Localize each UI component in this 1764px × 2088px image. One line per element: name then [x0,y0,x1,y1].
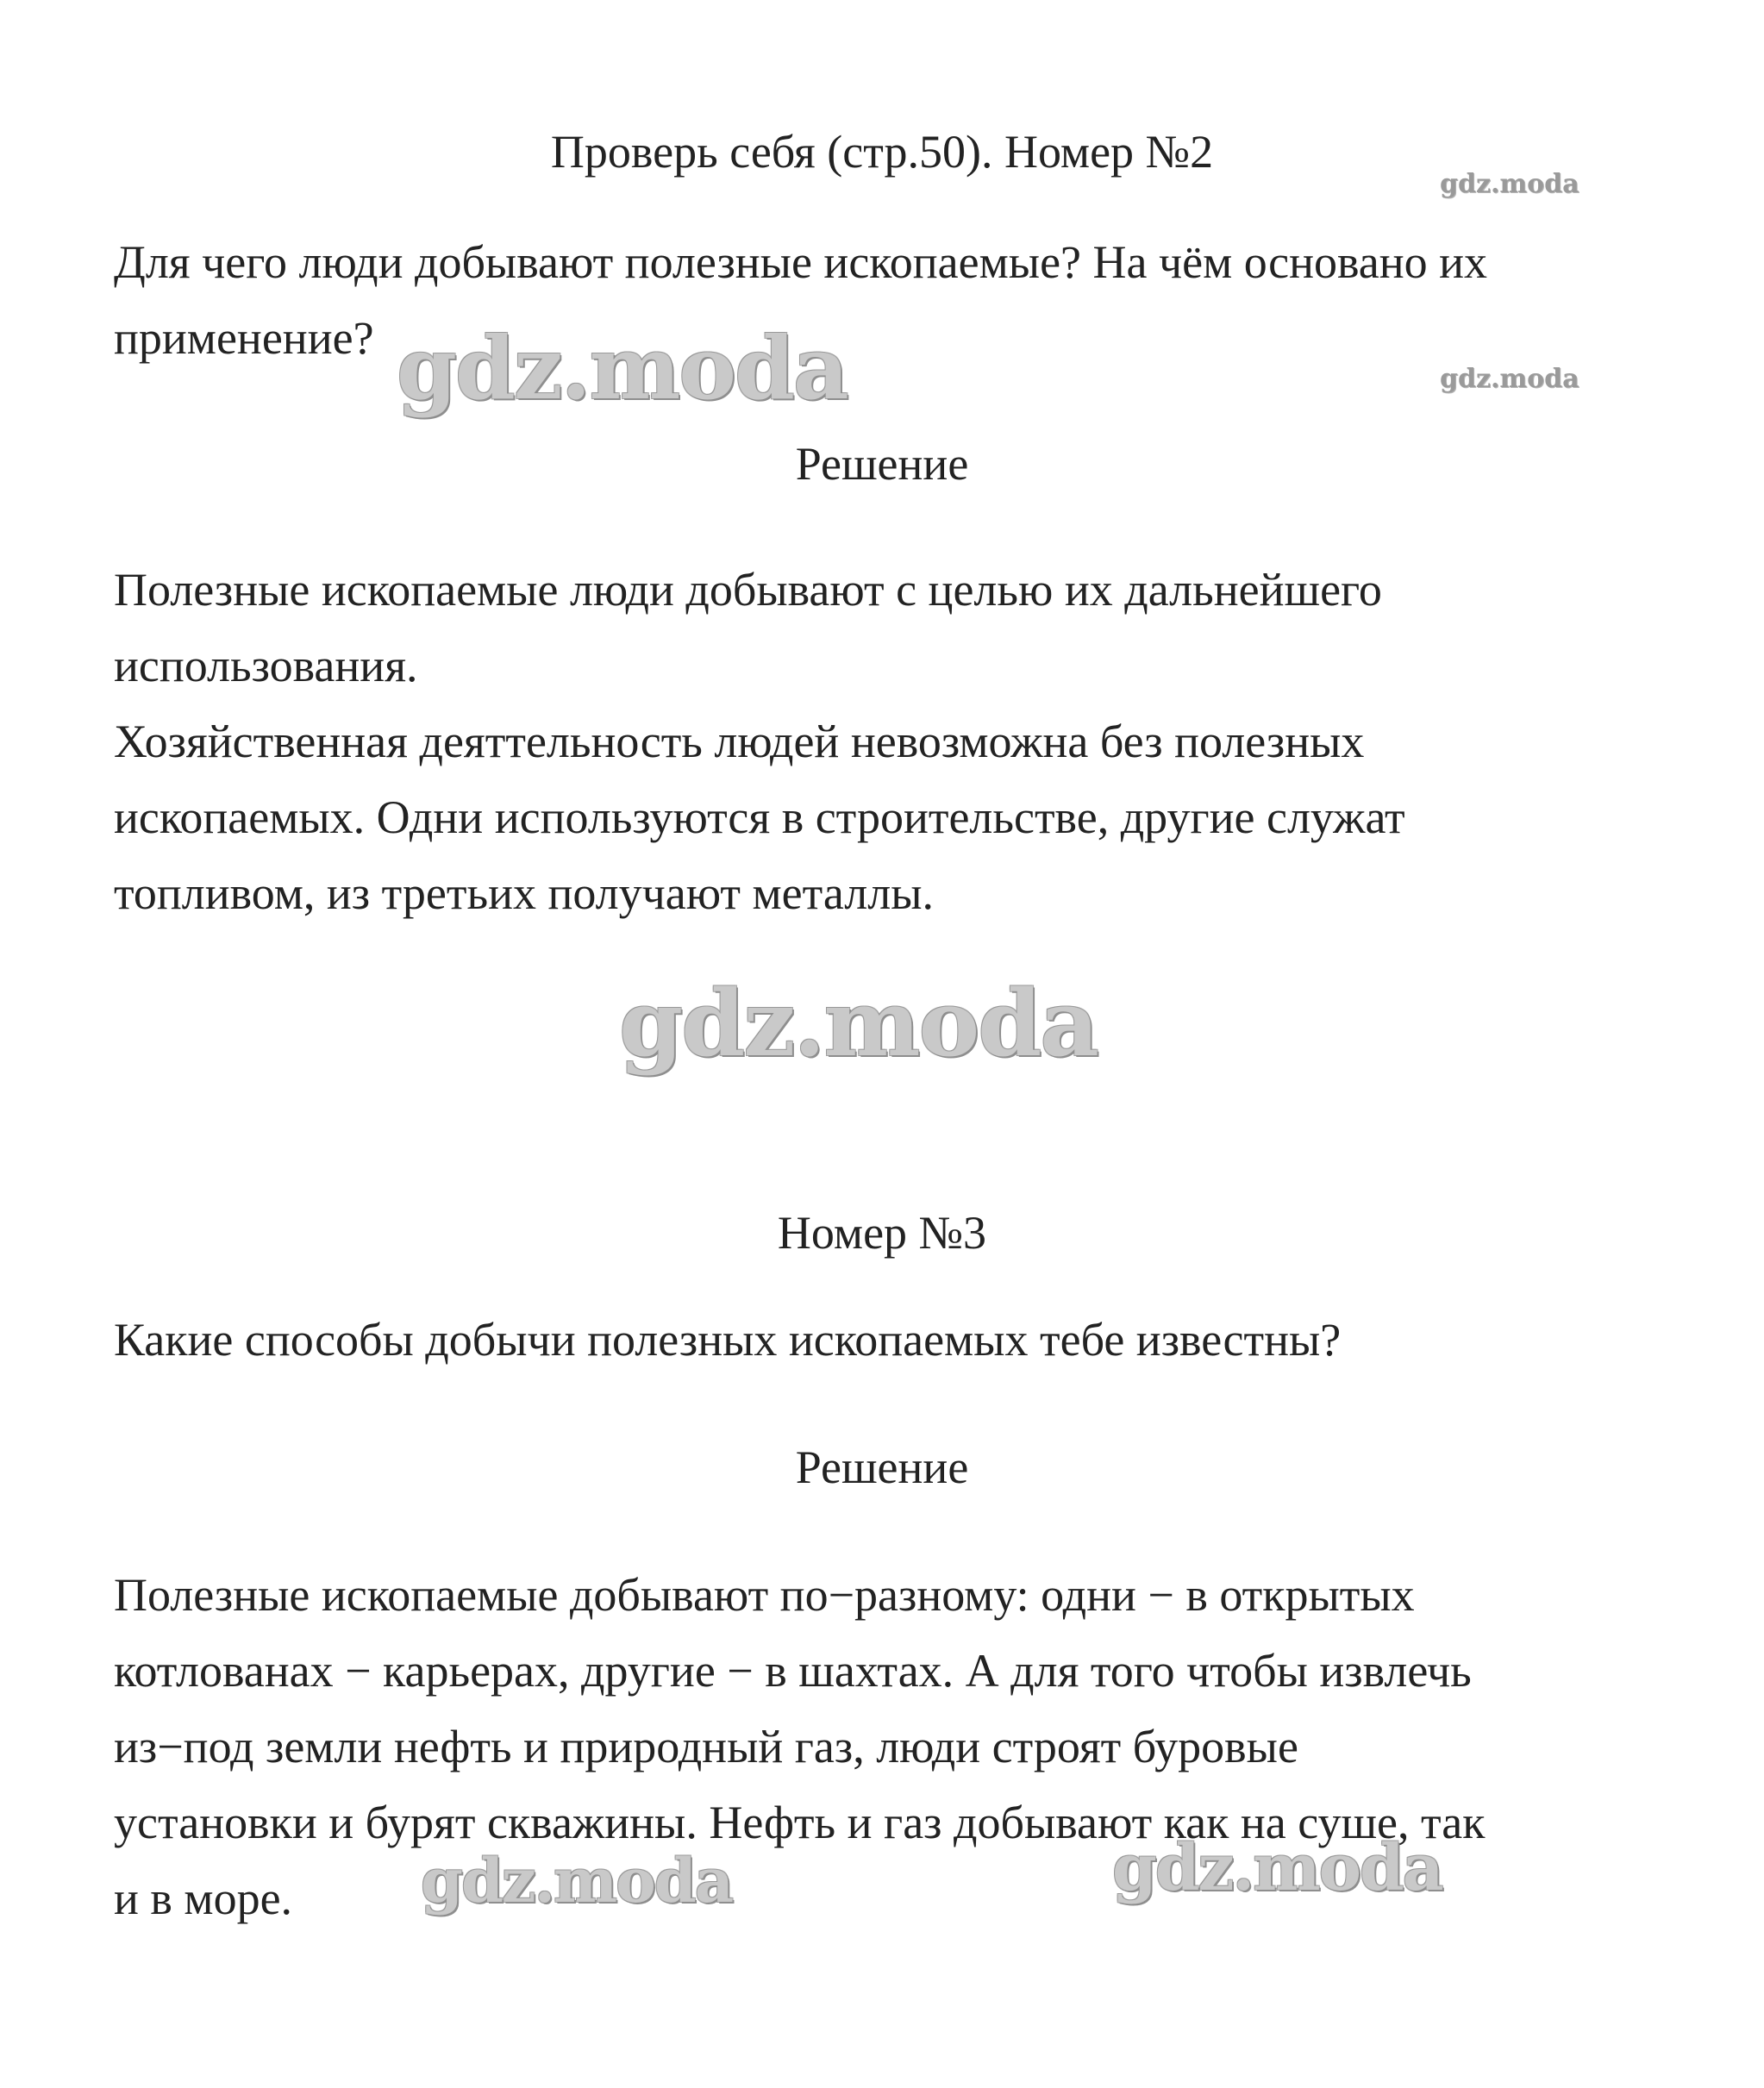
watermark-logo: gdz.moda [1112,1831,1442,1905]
answer-line: котлованах − карьерах, другие − в шахтах. А для того чтобы извлечь [114,1645,1472,1697]
question-line: Для чего люди добывают полезные ископаемые? На чём основано их [114,236,1488,288]
answer-line: ископаемых. Одни используются в строительстве, другие служат [114,791,1405,843]
answer-line: Полезные ископаемые люди добывают с целью их дальнейшего [114,564,1382,616]
answer-line: топливом, из третьих получают металлы. [114,867,934,919]
section-2-question [114,224,1666,376]
section-3-title: Номер №3 [777,1207,987,1259]
watermark-logo: gdz.moda [1440,169,1579,199]
answer-line: и в море. [114,1872,293,1924]
section-2-answer [114,552,1666,931]
answer-line: использования. [114,640,418,691]
section-3-question [114,1302,1666,1378]
answer-line: установки и бурят скважины. Нефть и газ добывают как на суше, так [114,1797,1486,1848]
question-line: Какие способы добычи полезных ископаемых тебе известны? [114,1314,1342,1366]
watermark-logo: gdz.moda [397,317,848,419]
watermark-logo: gdz.moda [619,969,1098,1077]
section-2-solution-label: Решение [795,438,969,490]
answer-line: Хозяйственная деяттельность людей невозможна без полезных [114,716,1365,767]
watermark-logo: gdz.moda [1440,364,1579,394]
section-3-solution-label: Решение [795,1441,969,1493]
answer-line: из−под земли нефть и природный газ, люди строят буровые [114,1721,1298,1772]
question-line: применение? [114,312,374,364]
watermark-logo: gdz.moda [421,1845,733,1916]
answer-line: Полезные ископаемые добывают по−разному: одни − в открытых [114,1569,1415,1621]
section-2-title: Проверь себя (стр.50). Номер №2 [550,126,1214,178]
